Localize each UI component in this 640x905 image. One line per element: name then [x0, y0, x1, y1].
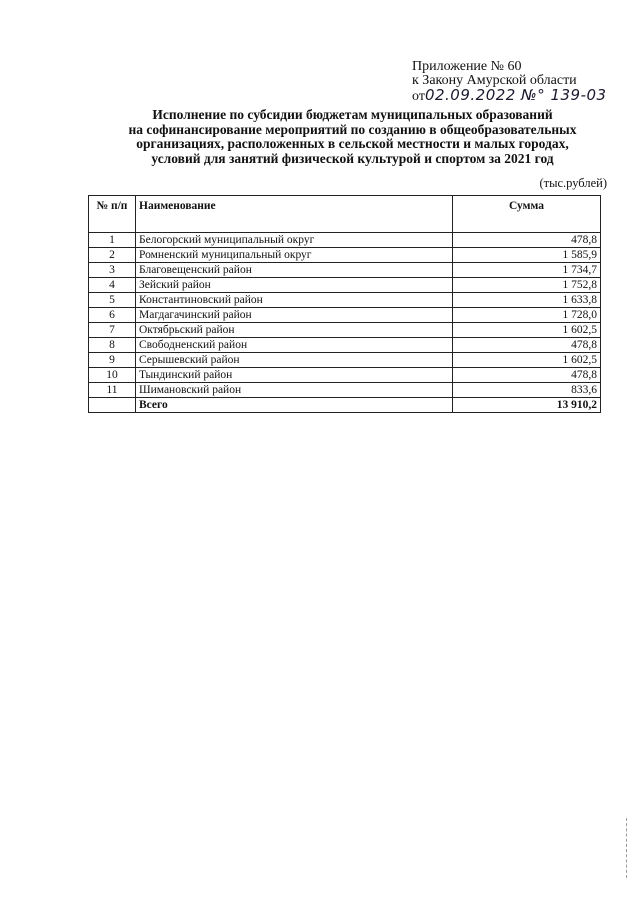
title-line-3: организациях, расположенных в сельской местности и малых городах,: [136, 136, 569, 151]
cell-sum: 478,8: [453, 368, 601, 383]
header-name: Наименование: [136, 196, 453, 233]
table-row: [89, 338, 601, 353]
cell-num: 11: [89, 383, 136, 398]
cell-name: Константиновский район: [136, 293, 453, 308]
cell-num: 1: [89, 233, 136, 248]
table-row: [89, 368, 601, 383]
cell-num: 8: [89, 338, 136, 353]
units-label: (тыс.рублей): [539, 176, 607, 190]
cell-sum: 1 734,7: [453, 263, 601, 278]
appendix-date-line: [412, 88, 607, 104]
header-sum: Сумма: [453, 196, 601, 233]
cell-name: Ромненский муниципальный округ: [136, 248, 453, 263]
table-row: [89, 353, 601, 368]
table-row: [89, 383, 601, 398]
cell-name: Магдагачинский район: [136, 308, 453, 323]
cell-name: Тындинский район: [136, 368, 453, 383]
cell-name: Октябрьский район: [136, 323, 453, 338]
cell-name: Шимановский район: [136, 383, 453, 398]
table-row: [89, 233, 601, 248]
table-row: [89, 248, 601, 263]
table-row: [89, 323, 601, 338]
table-row: [89, 278, 601, 293]
cell-num: 6: [89, 308, 136, 323]
cell-num: 10: [89, 368, 136, 383]
total-num: [89, 398, 136, 413]
scan-edge-mark: [626, 818, 628, 878]
header-num: № п/п: [89, 196, 136, 233]
cell-num: 7: [89, 323, 136, 338]
cell-sum: 1 728,0: [453, 308, 601, 323]
cell-sum: 1 633,8: [453, 293, 601, 308]
table-header-row: [89, 196, 601, 233]
title-line-1: Исполнение по субсидии бюджетам муниципальных образований: [152, 107, 553, 122]
title-line-2: на софинансирование мероприятий по созданию в общеобразовательных: [128, 121, 577, 137]
cell-name: Серышевский район: [136, 353, 453, 368]
cell-sum: 1 602,5: [453, 353, 601, 368]
total-row: [89, 398, 601, 413]
cell-name: Благовещенский район: [136, 263, 453, 278]
cell-num: 9: [89, 353, 136, 368]
table-row: [89, 293, 601, 308]
appendix-law: к Закону Амурской области: [412, 73, 577, 88]
cell-name: Белогорский муниципальный округ: [136, 233, 453, 248]
appendix-number: Приложение № 60: [412, 59, 522, 74]
cell-sum: 478,8: [453, 338, 601, 353]
cell-name: Свободненский район: [136, 338, 453, 353]
cell-num: 2: [89, 248, 136, 263]
cell-name: Зейский район: [136, 278, 453, 293]
cell-sum: 478,8: [453, 233, 601, 248]
table-row: [89, 263, 601, 278]
total-sum: 13 910,2: [453, 398, 601, 413]
cell-num: 4: [89, 278, 136, 293]
cell-sum: 1 752,8: [453, 278, 601, 293]
document-title: [80, 108, 625, 166]
cell-num: 5: [89, 293, 136, 308]
table-row: [89, 308, 601, 323]
cell-sum: 1 602,5: [453, 323, 601, 338]
appendix-date-prefix: от: [412, 89, 425, 104]
subsidy-table: [88, 195, 601, 413]
cell-sum: 1 585,9: [453, 248, 601, 263]
total-label: Всего: [136, 398, 453, 413]
handwritten-date-number: 02.09.2022 №° 139-03: [424, 86, 607, 104]
title-line-4: условий для занятий физической культурой и спортом за 2021 год: [151, 150, 554, 166]
appendix-header: [412, 60, 607, 104]
cell-num: 3: [89, 263, 136, 278]
table-body: [89, 233, 601, 413]
cell-sum: 833,6: [453, 383, 601, 398]
